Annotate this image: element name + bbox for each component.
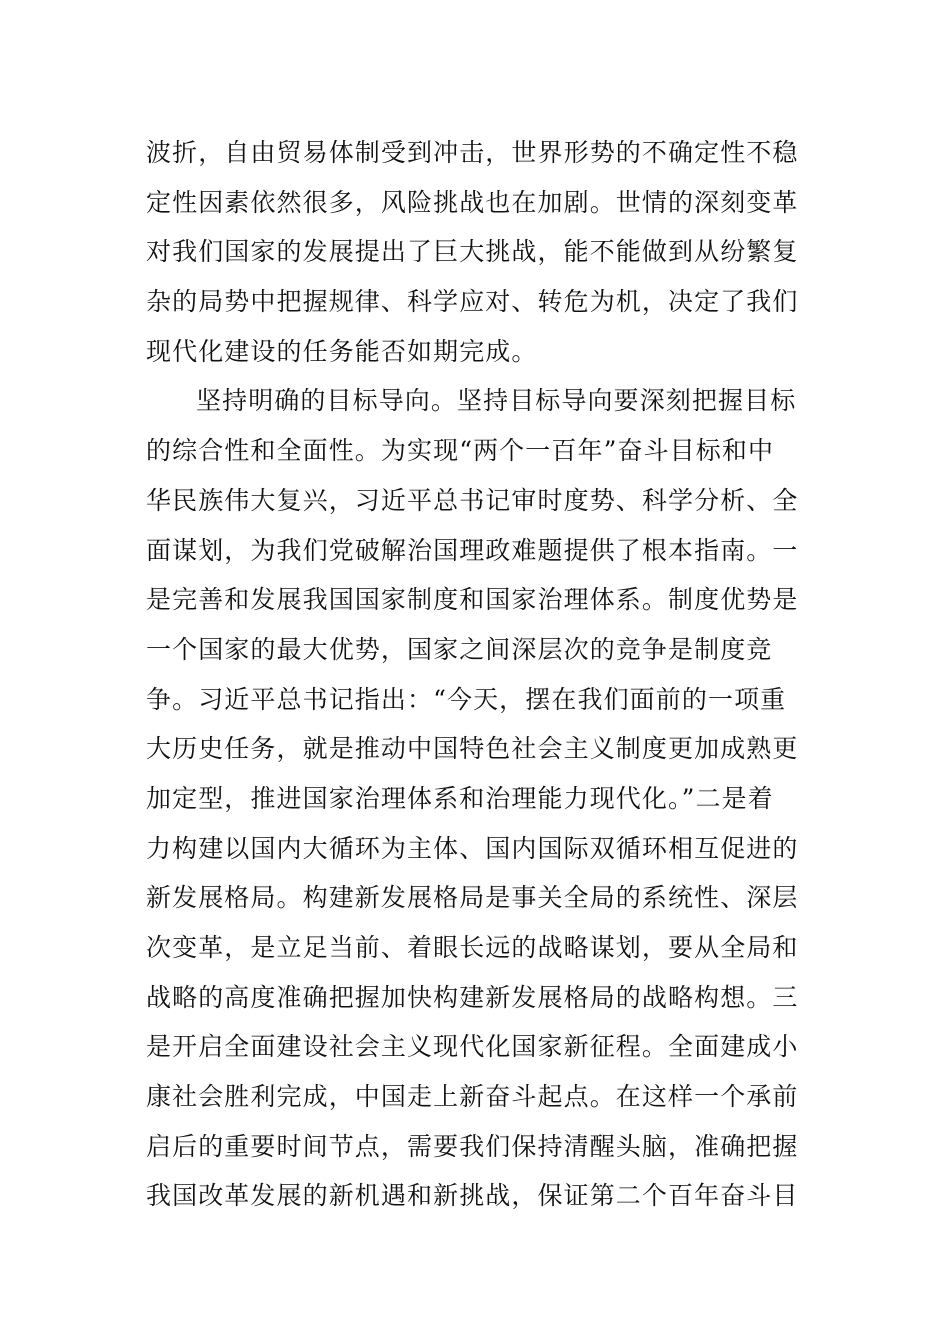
text-line-14: 加定型，推进国家治理体系和治理能力现代化。”二是着 — [146, 783, 774, 813]
text-line-1: 波折，自由贸易体制受到冲击，世界形势的不确定性不稳 — [146, 138, 799, 167]
text-line-7: 的综合性和全面性。为实现“两个一百年”奋斗目标和中 — [146, 436, 775, 466]
text-line-5: 现代化建设的任务能否如期完成。 — [146, 336, 538, 366]
text-line-2: 定性因素依然很多，风险挑战也在加剧。世情的深刻变革 — [146, 187, 799, 217]
paragraph-start-line: 坚持明确的目标导向。坚持目标导向要深刻把握目标 — [196, 386, 797, 416]
text-line-11: 一个国家的最大优势，国家之间深层次的竞争是制度竞 — [146, 634, 773, 664]
text-line-13: 大历史任务，就是推动中国特色社会主义制度更加成熟更 — [146, 734, 799, 764]
text-line-4: 杂的局势中把握规律、科学应对、转危为机，决定了我们 — [146, 287, 799, 317]
text-line-21: 启后的重要时间节点，需要我们保持清醒头脑，准确把握 — [146, 1131, 799, 1161]
text-line-17: 次变革，是立足当前、着眼长远的战略谋划，要从全局和 — [146, 933, 799, 962]
text-line-10: 是完善和发展我国国家制度和国家治理体系。制度优势是 — [146, 585, 799, 615]
text-line-18: 战略的高度准确把握加快构建新发展格局的战略构想。三 — [146, 982, 799, 1012]
text-line-16: 新发展格局。构建新发展格局是事关全局的系统性、深层 — [146, 883, 799, 913]
text-line-8: 华民族伟大复兴，习近平总书记审时度势、科学分析、全 — [146, 485, 799, 515]
text-line-20: 康社会胜利完成，中国走上新奋斗起点。在这样一个承前 — [146, 1082, 799, 1112]
text-line-3: 对我们国家的发展提出了巨大挑战，能不能做到从纷繁复 — [146, 237, 799, 267]
text-line-19: 是开启全面建设社会主义现代化国家新征程。全面建成小 — [146, 1032, 799, 1062]
text-line-9: 面谋划，为我们党破解治国理政难题提供了根本指南。一 — [146, 535, 799, 565]
text-line-12: 争。习近平总书记指出：“今天，摆在我们面前的一项重 — [146, 684, 787, 714]
text-line-15: 力构建以国内大循环为主体、国内国际双循环相互促进的 — [146, 833, 799, 863]
text-line-22: 我国改革发展的新机遇和新挑战，保证第二个百年奋斗目 — [146, 1181, 799, 1211]
body-text — [146, 128, 806, 1221]
